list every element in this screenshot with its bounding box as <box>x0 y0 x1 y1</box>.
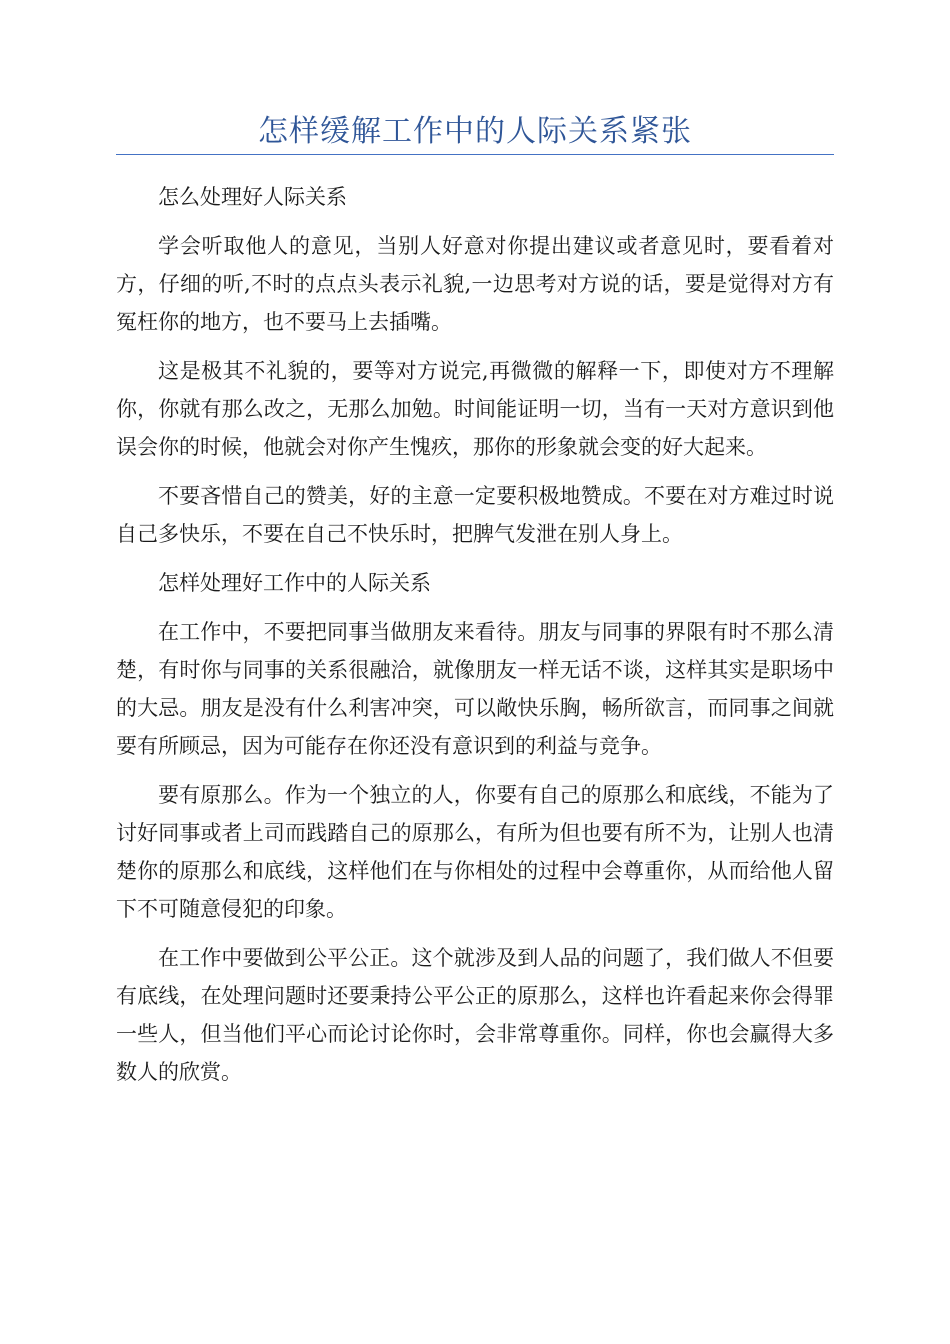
paragraph: 不要吝惜自己的赞美，好的主意一定要积极地赞成。不要在对方难过时说自己多快乐，不要在自己不快乐时，把脾气发泄在别人身上。 <box>116 484 834 546</box>
paragraph: 要有原那么。作为一个独立的人，你要有自己的原那么和底线，不能为了讨好同事或者上司而践踏自己的原那么，有所为但也要有所不为，让别人也清楚你的原那么和底线，这样他们在与你相处的过程中会尊重你，从而给他人留下不可随意侵犯的印象。 <box>116 783 834 921</box>
paragraph: 这是极其不礼貌的，要等对方说完,再微微的解释一下，即使对方不理解你，你就有那么改之，无那么加勉。时间能证明一切，当有一天对方意识到他误会你的时候，他就会对你产生愧疚，那你的形象就会变的好大起来。 <box>116 359 834 459</box>
document-body <box>116 178 834 1102</box>
section-heading: 怎样处理好工作中的人际关系 <box>158 571 431 595</box>
paragraph: 学会听取他人的意见，当别人好意对你提出建议或者意见时，要看着对方，仔细的听,不时的点点头表示礼貌,一边思考对方说的话，要是觉得对方有冤枉你的地方，也不要马上去插嘴。 <box>116 234 834 334</box>
document-title: 怎样缓解工作中的人际关系紧张 <box>258 114 692 149</box>
section-heading: 怎么处理好人际关系 <box>158 185 347 209</box>
title-underline <box>116 154 834 155</box>
paragraph: 在工作中要做到公平公正。这个就涉及到人品的问题了，我们做人不但要有底线，在处理问题时还要秉持公平公正的原那么，这样也许看起来你会得罪一些人，但当他们平心而论讨论你时，会非常尊重你。同样，你也会赢得大多数人的欣赏。 <box>116 946 834 1084</box>
paragraph: 在工作中，不要把同事当做朋友来看待。朋友与同事的界限有时不那么清楚，有时你与同事的关系很融洽，就像朋友一样无话不谈，这样其实是职场中的大忌。朋友是没有什么利害冲突，可以敞快乐胸，畅所欲言，而同事之间就要有所顾忌，因为可能存在你还没有意识到的利益与竞争。 <box>116 620 834 758</box>
